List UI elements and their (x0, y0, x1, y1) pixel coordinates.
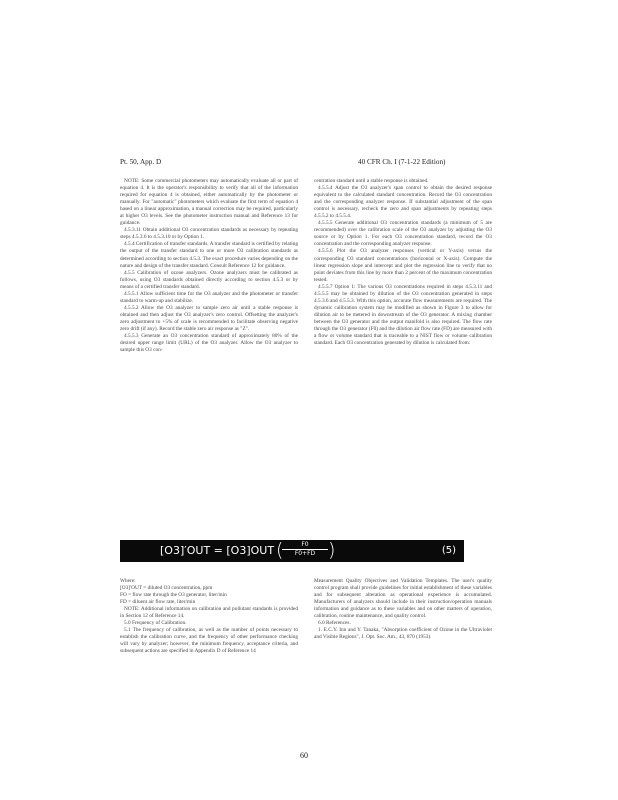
equation-fraction (282, 541, 328, 558)
where-label: Where: (120, 578, 136, 584)
left-paren-glyph: ( (276, 539, 284, 561)
section-5-1: 5.1 The frequency of calibration, as well as the number of points necessary to establish the calibration curve, and the frequency of other performance checking will vary by analyzer; however, the minimum frequency, acceptance criteria, and subsequent actions are specified in Appendix D of Reference 14 (120, 627, 298, 655)
reference-1: 1. E.C.Y. Inn and Y. Tanaka, "Absorption coefficient of Ozone in the Ultraviolet and Visible Regions", J. Opt. Soc. Am., 43, 870 (1953). (314, 627, 492, 641)
right-paren-glyph: ) (328, 539, 336, 561)
section-4-5-5-4: 4.5.5.4 Adjust the O3 analyzer's span control to obtain the desired response equivalent to the calculated standard concentration. Record the O3 concentration and the corresponding analyzer response. If substantial adjustment of the span control is necessary, recheck the zero and span adjustments by repeating steps 4.5.5.2 to 4.5.5.4. (314, 185, 492, 220)
section-4-5-3-11: 4.5.3.11 Obtain additional O3 concentration standards as necessary by repeating steps 4.5.3.6 to 4.5.3.10 or by Option 1. (120, 227, 298, 241)
lower-right-column (314, 578, 492, 641)
section-4-5-5-7: 4.5.5.7 Option 1: The various O3 concentrations required in steps 4.5.3.11 and 4.5.5.5 may be obtained by dilution of the O3 concentration generated in steps 4.5.3.6 and 4.5.5.3. With this option, accurate flow measurements are required. The dynamic calibration system may be modified as shown in Figure 3 to allow for dilution air to be metered in downstream of the O3 generator. A mixing chamber between the O3 generator and the output manifold is also required. The flow rate through the O3 generator (F0) and the dilution air flow rate (FD) are measured with a flow or volume standard that is traceable to a NIST flow or volume calibration standard. Each O3 concentration generated by dilution is calculated from: (314, 283, 492, 347)
running-head-right: 40 CFR Ch. I (7-1-22 Edition) (358, 158, 446, 166)
equation-numerator: F0 (282, 541, 328, 550)
note-paragraph: NOTE: Some commercial photometers may automatically evaluate all or part of equation 4. It is the operator's responsibility to verify that all of the information required for equation 4 is obtained, either automatically by the photometer or manually. For "automatic" photometers which evaluate the first term of equation 4 based on a linear approximation, a manual correction may be required, particularly at higher O3 levels. See the photometer instruction manual and Reference 13 for guidance. (120, 178, 298, 227)
equation-5 (120, 540, 464, 562)
section-4-5-5-1: 4.5.5.1 Allow sufficient time for the O3 analyzer and the photometer or transfer standard to warm-up and stabilize. (120, 290, 298, 304)
upper-right-column (314, 178, 492, 347)
equation-number: (5) (441, 545, 456, 556)
lower-left-column (120, 578, 298, 656)
section-4-5-5: 4.5.5 Calibration of ozone analyzers. Ozone analyzers must be calibrated as follows, using O3 standards obtained directly according to section 4.5.3 or by means of a certified transfer standard. (120, 269, 298, 290)
section-5-0-heading: 5.0 Frequency of Calibration. (124, 620, 187, 627)
section-4-5-5-6: 4.5.5.6 Plot the O3 analyzer responses (vertical or Y-axis) versus the corresponding O3 standard concentrations (horizontal or X-axis). Compute the linear regression slope and intercept and plot the regression line to verify that no point deviates from this line by more than 2 percent of the maximum concentration tested. (314, 248, 492, 283)
page-number: 60 (300, 751, 308, 760)
definition-fo: FO = flow rate through the O3 generator, liter/min (120, 592, 227, 599)
quality-control-paragraph: Measurement Quality Objectives and Validation Templates. The user's quality control program shall provide guidelines for initial establishment of these variables and for subsequent alteration as operational experience is accumulated. Manufacturers of analyzers should include in their instruction/operation manuals information and guidance as to these variables and on other matters of operation, calibration, routine maintenance, and quality control. (314, 578, 492, 620)
definition-fd: FD = diluent air flow rate, liter/min (120, 599, 196, 606)
section-4-5-5-3: 4.5.5.3 Generate an O3 concentration standard of approximately 80% of the desired upper range limit (URL) of the O3 analyzer. Allow the O3 analyzer to sample this O3 con- (120, 333, 298, 354)
continuation-paragraph: centration standard until a stable response is obtained. (314, 178, 429, 184)
section-6-0-heading: 6.0 References. (318, 620, 351, 627)
equation-lhs: [O3]′OUT = [O3]OUT (160, 544, 275, 557)
section-4-5-4: 4.5.4 Certification of transfer standards. A transfer standard is certified by relating the output of the transfer standard to one or more O3 calibration standards as determined according to section 4.5.3. The exact procedure varies depending on the nature and design of the transfer standard. Consult Reference 12 for guidance. (120, 241, 298, 269)
section-4-5-5-5: 4.5.5.5 Generate additional O3 concentration standards (a minimum of 5 are recommended) over the calibration scale of the O3 analyzer by adjusting the O3 source or by Option 1. For each O3 concentration standard, record the O3 concentration and the corresponding analyzer response. (314, 220, 492, 248)
section-4-5-5-2: 4.5.5.2 Allow the O3 analyzer to sample zero air until a stable response is obtained and then adjust the O3 analyzer's zero control. Offsetting the analyzer's zero adjustment to +5% of scale is recommended to facilitate observing negative zero drift (if any). Record the stable zero air response as "Z". (120, 304, 298, 332)
equation-denominator: F0+FD (294, 550, 316, 557)
running-head-left: Pt. 50, App. D (120, 158, 162, 166)
upper-left-column (120, 178, 298, 354)
note-references: NOTE: Additional information on calibration and pollutant standards is provided in Section 12 of Reference 14. (120, 606, 298, 620)
definition-o3-out: [O3]′OUT = diluted O3 concentration, ppm (120, 585, 213, 592)
